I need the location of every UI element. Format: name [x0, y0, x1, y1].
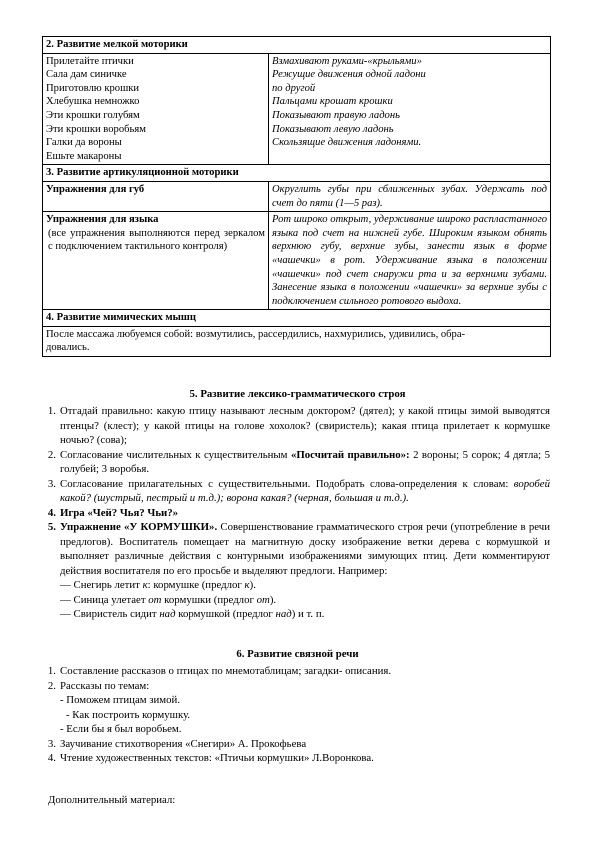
list-item — [42, 520, 550, 578]
list-item-text: Согласование прилагательных с существительными. Подобрать слова-определения к словам: — [60, 477, 514, 490]
mimic-text-line: После массажа любуемся собой: возмутились, рассердились, нахмурились, удивились, обра- — [46, 328, 466, 340]
topic-line: - Поможем птицам зимой. — [60, 694, 181, 706]
preposition: от — [256, 593, 270, 606]
poem-line: Сала дам синичке — [46, 69, 127, 81]
list-number: 1. — [47, 665, 56, 677]
additional-material-label: Дополнительный материал: — [48, 794, 176, 806]
tongue-exercise-cell — [43, 212, 269, 310]
list-item-text: Отгадай правильно: какую птицу называют лесным доктором? (дятел); у какой птицы зимой выводятся птенцы? (клест); у какой птицы на голове хохолок? (свиристель); какая птица прилетает к кормушке ночью? (сова); — [60, 405, 550, 446]
mimic-text-line: довались. — [46, 342, 90, 354]
movement-line: Показывают правую ладонь — [272, 109, 400, 121]
topic-line: - Как построить кормушку. — [66, 708, 191, 721]
section-5-heading: 5. Развитие лексико-грамматического строя — [189, 388, 406, 400]
example-line: — Свиристель сидит над кормушкой (предлог над) и т. п. — [60, 608, 325, 620]
list-number: 3. — [47, 477, 56, 490]
poem-line: Эти крошки голубям — [46, 109, 140, 121]
list-item — [42, 448, 550, 477]
table-row — [43, 165, 551, 182]
list-number: 4. — [47, 752, 56, 764]
mimic-text-cell — [43, 326, 551, 356]
poem-line: Ешьте макароны — [46, 150, 122, 162]
lips-exercise-text: Округлить губы при сближенных зубах. Удержать под счет до пяти (1—5 раз). — [269, 181, 551, 211]
activities-table — [42, 36, 551, 357]
movement-lines-cell — [269, 53, 551, 165]
lips-exercise-label: Упражнения для губ — [43, 181, 269, 211]
poem-line: Прилетайте птички — [46, 55, 134, 67]
list-item-examples: воробей какой? (шустрый, пестрый и т.д.); ворона какая? (черная, большая и т.д.). — [60, 477, 550, 504]
poem-line: Хлебушка немножко — [46, 96, 140, 108]
list-number: 3. — [47, 737, 56, 750]
poem-line: Эти крошки воробьям — [46, 123, 146, 135]
topic-line: - Если бы я был воробьем. — [60, 723, 182, 735]
list-item-text: Совершенствование грамматического строя речи (употребление в речи предлогов). Воспитатель помещает на магнитную доску изображение ветки дерева с кормушкой и выполняет различные действия с контурными изображениями зимующих птиц. Дети комментируют действия воспитателя по его просьбе и выделяют предлоги. Например: — [60, 521, 550, 577]
exercise-name: Упражнение «У КОРМУШКИ». — [60, 521, 218, 533]
list-item — [42, 679, 550, 694]
table-row — [43, 53, 551, 165]
list-item-text: Согласование числительных к существительным — [60, 448, 291, 461]
poem-line: Приготовлю крошки — [46, 82, 140, 94]
list-number: 1. — [47, 405, 56, 417]
section-3-heading: 3. Развитие артикуляционной моторики — [43, 165, 551, 182]
list-number: 2. — [47, 448, 56, 461]
example-line: — Снегирь летит к: кормушке (предлог к). — [60, 579, 256, 591]
list-item — [42, 737, 550, 752]
list-item-text: Заучивание стихотворения «Снегири» А. Прокофьева — [60, 737, 307, 750]
list-item — [42, 751, 550, 766]
tongue-exercise-text: Рот широко открыт, удерживание широко распластанного языка под счет на нижней губе. Широким языком обнять верхнюю губу, верхние зубы, занести язык в форме «чашечки» в рот. Удерживание языка в положении «чашечки» под счет снаружи рта и за верхними зубами. Занесение языка в положении «чашечки» за верхние зубы с подключением сильного ротового выдоха. — [269, 212, 551, 310]
list-item-text: Рассказы по темам: — [60, 679, 150, 692]
section-4-heading: 4. Развитие мимических мышц — [43, 310, 551, 327]
list-item — [42, 477, 550, 506]
tongue-exercise-note: (все упражнения выполняются перед зеркалом с подключением тактильного контроля) — [48, 227, 265, 253]
section-6-list — [42, 664, 550, 766]
poem-lines-cell — [43, 53, 269, 165]
section-5-list — [42, 404, 550, 622]
table-row — [43, 181, 551, 211]
poem-line: Галки да вороны — [46, 137, 122, 149]
movement-line: по другой — [272, 82, 316, 94]
list-number: 4. — [47, 506, 56, 519]
preposition: над — [159, 608, 176, 620]
movement-line: Взмахивают руками-«крыльями» — [272, 55, 422, 67]
table-row — [43, 310, 551, 327]
movement-line: Показывают левую ладонь — [272, 123, 394, 135]
list-item — [42, 506, 550, 521]
list-item-text: 2 вороны; 5 сорок; 4 дятла; 5 голубей; 3 воробья. — [60, 448, 551, 475]
list-item — [42, 404, 550, 448]
preposition: к — [142, 579, 148, 591]
list-item-text: Чтение художественных текстов: «Птичьи кормушки» Л.Воронкова. — [60, 752, 374, 764]
section-2-heading: 2. Развитие мелкой моторики — [43, 37, 551, 54]
movement-line: Режущие движения одной ладони — [272, 69, 426, 81]
list-item-text: Составление рассказов о птицах по мнемотаблицам; загадки- описания. — [60, 665, 392, 677]
example-line: — Синица улетает от кормушки (предлог от). — [60, 593, 277, 606]
preposition: от — [148, 593, 162, 606]
section-6-heading: 6. Развитие связной речи — [236, 648, 359, 660]
list-item — [42, 664, 550, 679]
preposition: к — [244, 579, 250, 591]
movement-line: Пальцами крошат крошки — [272, 96, 393, 108]
movement-line: Скользящие движения ладонями. — [272, 137, 422, 149]
table-row — [43, 212, 551, 310]
preposition: над — [275, 608, 292, 620]
list-number: 5. — [47, 521, 56, 533]
game-name: «Посчитай правильно»: — [290, 448, 410, 461]
game-name: Игра «Чей? Чья? Чьи?» — [60, 506, 179, 519]
list-number: 2. — [47, 679, 56, 692]
table-row — [43, 37, 551, 54]
table-row — [43, 326, 551, 356]
tongue-exercise-label: Упражнения для языка — [46, 214, 159, 226]
